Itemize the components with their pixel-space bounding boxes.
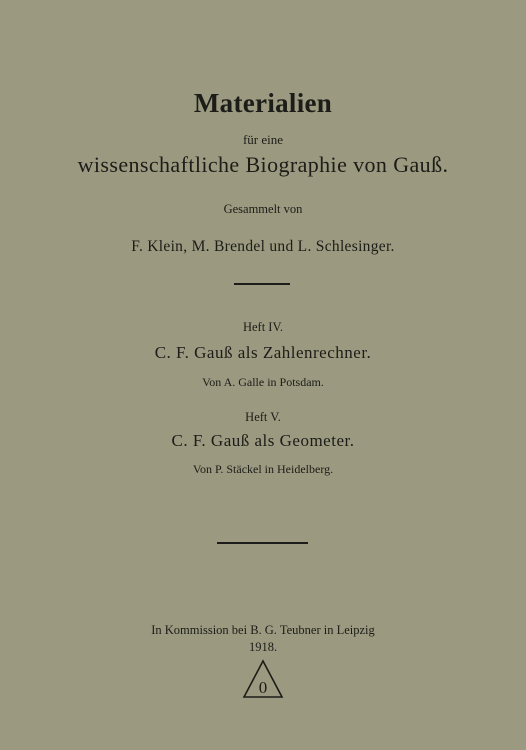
logo-letter: 0	[258, 678, 268, 697]
divider-bottom	[217, 542, 308, 544]
part-5-author: Von P. Stäckel in Heidelberg.	[192, 462, 334, 476]
publisher-triangle-logo	[242, 659, 284, 715]
part-5-number: Heft V.	[245, 410, 281, 424]
part-4-author: Von A. Galle in Potsdam.	[202, 375, 324, 389]
divider-top	[234, 283, 290, 285]
part-5-heading: C. F. Gauß als Geometer.	[171, 431, 355, 450]
publication-year: 1918.	[248, 640, 278, 654]
subtitle-line-1: für eine	[242, 132, 284, 147]
collected-by-label: Gesammelt von	[223, 202, 303, 216]
publisher-line: In Kommission bei B. G. Teubner in Leipzig	[151, 623, 375, 637]
part-4-number: Heft IV.	[242, 320, 284, 334]
book-title: Materialien	[193, 88, 333, 118]
editors-names: F. Klein, M. Brendel und L. Schlesinger.	[131, 238, 395, 255]
part-4-heading: C. F. Gauß als Zahlenrechner.	[154, 343, 372, 362]
subtitle-line-2: wissenschaftliche Biographie von Gauß.	[77, 152, 449, 177]
